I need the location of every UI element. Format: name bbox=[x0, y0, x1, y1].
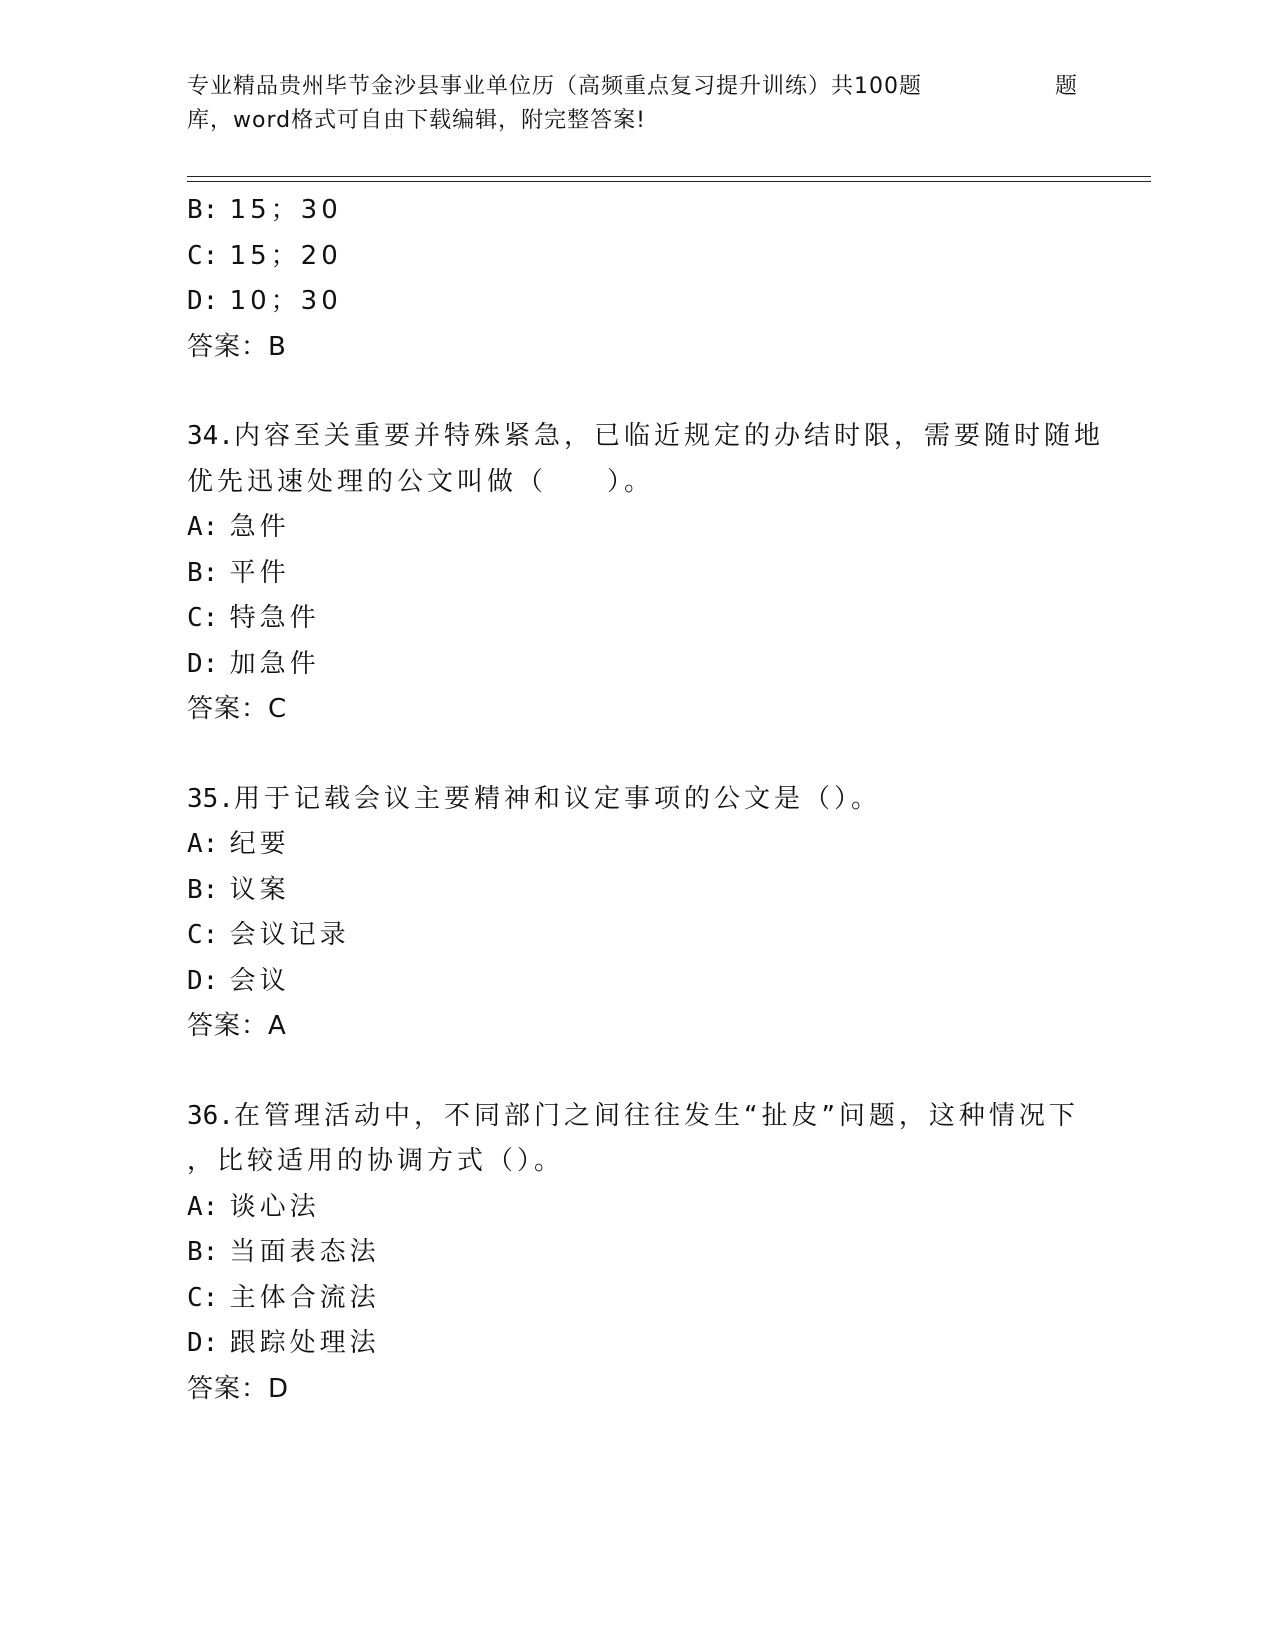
option-text: 平件 bbox=[229, 557, 290, 588]
option-row bbox=[187, 234, 1087, 280]
option-row bbox=[187, 279, 1087, 325]
question-number: 34. bbox=[187, 421, 234, 451]
option-letter: D: bbox=[187, 965, 219, 996]
question-36 bbox=[187, 1094, 1087, 1413]
option-row bbox=[187, 1230, 1087, 1276]
option-row bbox=[187, 822, 1087, 868]
question-list bbox=[187, 188, 1104, 1412]
option-row bbox=[187, 596, 1087, 642]
question-number: 36. bbox=[187, 1100, 234, 1131]
option-letter: A: bbox=[187, 1191, 219, 1222]
option-row bbox=[187, 551, 1087, 597]
option-text: 跟踪处理法 bbox=[229, 1328, 380, 1358]
answer-line: 答案：B bbox=[187, 331, 287, 362]
header-divider-bottom bbox=[187, 181, 1151, 182]
header-divider-top bbox=[187, 176, 1151, 177]
header-line-2: 库，word格式可自由下载编辑，附完整答案! bbox=[187, 108, 646, 133]
option-text: 纪要 bbox=[229, 829, 290, 859]
header-title-text: 专业精品贵州毕节金沙县事业单位历（高频重点复习提升训练）共100题 bbox=[187, 74, 922, 99]
option-text: 特急件 bbox=[229, 603, 320, 633]
document-header bbox=[187, 70, 1087, 138]
option-text: 会议记录 bbox=[229, 920, 350, 950]
question-stem-line bbox=[187, 777, 1087, 823]
option-text: 15；30 bbox=[229, 195, 342, 225]
option-text: 议案 bbox=[229, 874, 290, 905]
option-letter: C: bbox=[187, 240, 219, 271]
question-stem-line bbox=[187, 1094, 1087, 1140]
header-line-1 bbox=[187, 70, 1087, 104]
option-letter: D: bbox=[187, 1328, 219, 1358]
option-text: 当面表态法 bbox=[229, 1237, 380, 1267]
option-letter: D: bbox=[187, 286, 219, 316]
option-text: 10；30 bbox=[229, 286, 342, 316]
option-row bbox=[187, 1185, 1087, 1231]
question-text: 在管理活动中，不同部门之间往往发生“扯皮”问题，这种情况下 bbox=[233, 1100, 1079, 1131]
option-letter: B: bbox=[187, 195, 219, 225]
option-letter: C: bbox=[187, 603, 219, 633]
option-letter: C: bbox=[187, 1282, 219, 1313]
question-34 bbox=[187, 414, 1104, 733]
question-text: ，比较适用的协调方式（）。 bbox=[187, 1146, 565, 1176]
option-text: 谈心法 bbox=[229, 1191, 320, 1222]
option-letter: C: bbox=[187, 920, 219, 950]
question-text: 内容至关重要并特殊紧急，已临近规定的办结时限，需要随时随地 bbox=[233, 421, 1104, 451]
option-letter: B: bbox=[187, 1237, 219, 1267]
question-35 bbox=[187, 777, 1087, 1050]
header-title-tail: 题 bbox=[1055, 74, 1079, 99]
option-row bbox=[187, 642, 1087, 688]
option-text: 会议 bbox=[229, 965, 290, 996]
option-row bbox=[187, 1276, 1087, 1322]
option-letter: D: bbox=[187, 648, 219, 679]
option-letter: A: bbox=[187, 512, 219, 542]
answer-line: 答案：C bbox=[187, 694, 288, 724]
option-text: 主体合流法 bbox=[229, 1282, 380, 1313]
prev-question-block bbox=[187, 188, 1087, 370]
option-letter: A: bbox=[187, 829, 219, 859]
option-letter: B: bbox=[187, 874, 219, 905]
option-row bbox=[187, 505, 1087, 551]
option-text: 15；20 bbox=[229, 240, 342, 271]
answer-line: 答案：A bbox=[187, 1011, 287, 1041]
answer-line: 答案：D bbox=[187, 1373, 290, 1404]
question-stem-line bbox=[187, 414, 1104, 460]
question-number: 35. bbox=[187, 783, 234, 814]
option-row bbox=[187, 913, 1087, 959]
option-row bbox=[187, 959, 1087, 1005]
question-text: 优先迅速处理的公文叫做（ ）。 bbox=[187, 466, 655, 497]
option-row bbox=[187, 868, 1087, 914]
option-row bbox=[187, 1321, 1087, 1367]
option-letter: B: bbox=[187, 557, 219, 588]
option-text: 加急件 bbox=[229, 648, 320, 679]
option-row bbox=[187, 188, 1087, 234]
option-text: 急件 bbox=[229, 512, 290, 542]
question-text: 用于记载会议主要精神和议定事项的公文是（）。 bbox=[233, 783, 881, 814]
